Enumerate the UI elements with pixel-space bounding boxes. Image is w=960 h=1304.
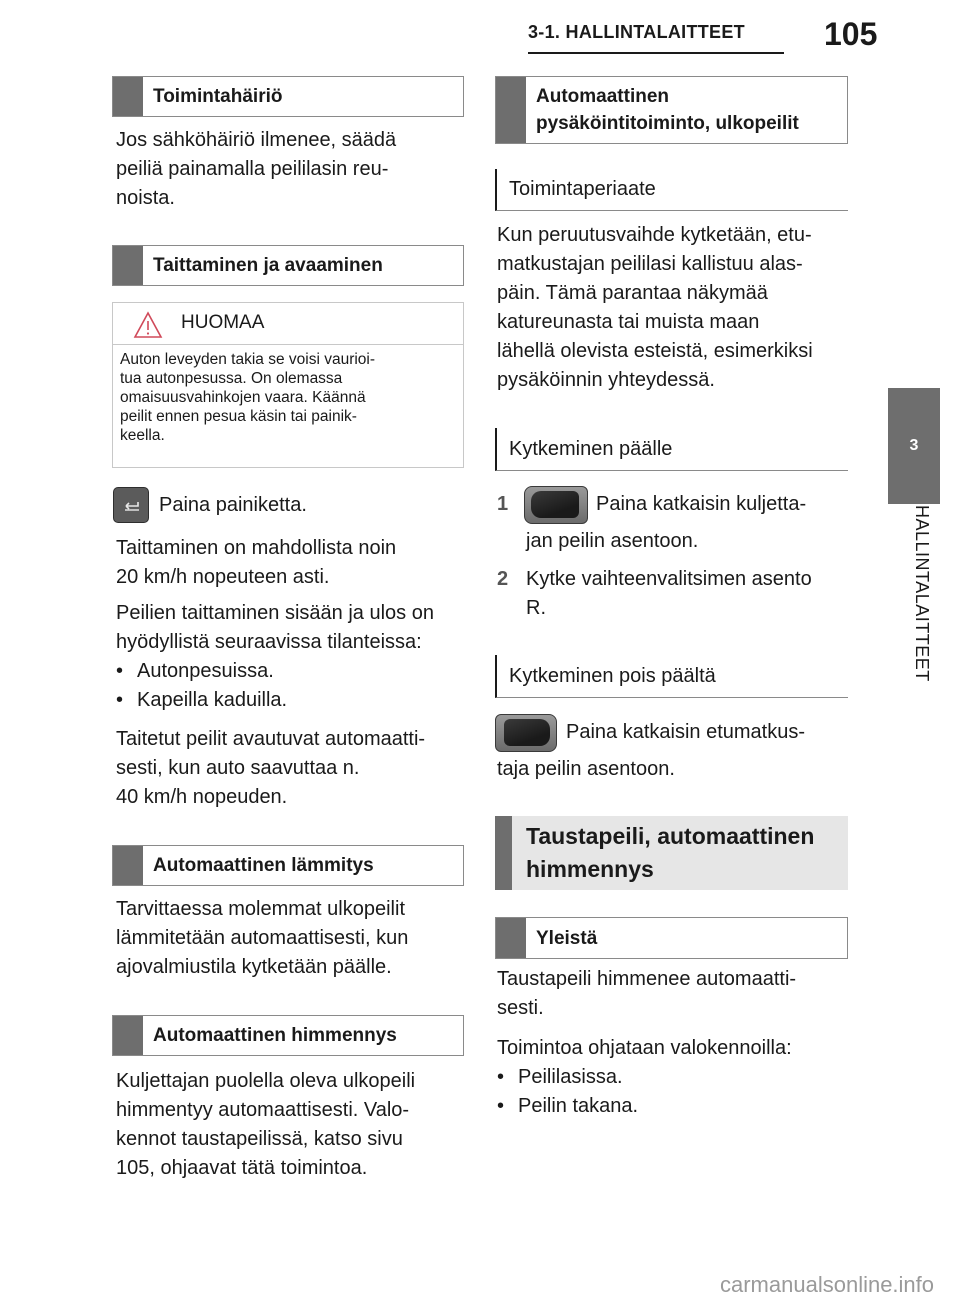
paragraph: Taittaminen on mahdollista noin 20 km/h nopeuteen asti. — [116, 537, 397, 588]
heading-lammitys — [112, 845, 464, 886]
heading-text: Taittaminen ja avaaminen — [153, 255, 383, 276]
notice-title: HUOMAA — [181, 312, 265, 333]
heading-toimintahairio — [112, 76, 464, 117]
heading-taustapeili — [495, 816, 848, 890]
paragraph: Paina katkaisin etumatkus- — [566, 721, 806, 743]
heading-pysakointitoiminto — [495, 76, 848, 144]
mirror-switch-passenger-icon — [495, 714, 557, 752]
notice-text: Auton leveyden takia se voisi vaurioi- tua autonpesussa. On olemassa omaisuusvahinkojen vaara. Käännä peilit ennen pesua käsin tai painik- keella. — [120, 351, 376, 444]
paragraph: Peilien taittaminen sisään ja ulos on hyödyllistä seuraavissa tilanteissa: — [116, 602, 434, 653]
paragraph: Taustapeili himmenee automaatti- sesti. — [497, 968, 797, 1019]
heading-text: Taustapeili, automaattinen himmennys — [526, 823, 815, 882]
chapter-title: 3-1. HALLINTALAITTEET — [528, 22, 745, 42]
fold-mirror-button-icon — [113, 487, 149, 523]
paragraph: Taitetut peilit avautuvat automaatti- sesti, kun auto saavuttaa n. 40 km/h nopeuden. — [116, 728, 426, 808]
list-item: • Peililasissa. — [497, 1063, 623, 1092]
page-header — [528, 14, 888, 56]
heading-yleista — [495, 917, 848, 959]
warning-icon — [133, 311, 163, 339]
subheading: Toimintaperiaate — [495, 169, 848, 211]
heading-text: Automaattinen himmennys — [153, 1025, 397, 1046]
step-number: 1 — [497, 493, 509, 515]
step-number: 2 — [497, 568, 509, 590]
heading-himmennys — [112, 1015, 464, 1056]
subheading: Kytkeminen pois päältä — [495, 655, 848, 698]
paragraph: Jos sähköhäiriö ilmenee, säädä peiliä painamalla peililasin reu- noista. — [116, 129, 397, 209]
mirror-switch-driver-icon — [524, 486, 588, 524]
step-text: Paina katkaisin kuljetta- — [596, 493, 807, 515]
paragraph: taja peilin asentoon. — [497, 758, 675, 780]
press-button-text: Paina painiketta. — [159, 494, 307, 516]
heading-text: Automaattinen pysäköintitoiminto, ulkopeilit — [536, 86, 799, 134]
header-rule — [528, 52, 784, 54]
notice-box — [112, 302, 464, 468]
heading-taittaminen — [112, 245, 464, 286]
heading-text: Toimintahäiriö — [153, 86, 283, 107]
step-text: Kytke vaihteenvalitsimen asento R. — [526, 568, 812, 619]
paragraph: Kun peruutusvaihde kytketään, etu- matkustajan peililasi kallistuu alas- päin. Tämä parantaa näkymää katureunasta tai muista maan lähellä olevista esteistä, esimerkiksi pysäköinnin yhteydessä. — [497, 224, 813, 391]
heading-text: Yleistä — [536, 927, 598, 949]
paragraph: Toimintoa ohjataan valokennoilla: — [497, 1037, 792, 1059]
watermark: carmanualsonline.info — [720, 1272, 935, 1297]
subheading: Kytkeminen päälle — [495, 428, 848, 471]
list-item: • Autonpesuissa. — [116, 657, 274, 686]
step-text: jan peilin asentoon. — [526, 530, 699, 552]
chapter-tab-label: HALLINTALAITTEET — [912, 505, 932, 682]
paragraph: Tarvittaessa molemmat ulkopeilit lämmitetään automaattisesti, kun ajovalmiustila kytketään päälle. — [116, 898, 409, 978]
heading-text: Automaattinen lämmitys — [153, 855, 374, 876]
list-item: • Peilin takana. — [497, 1092, 638, 1121]
page-number: 105 — [824, 16, 878, 52]
list-item: • Kapeilla kaduilla. — [116, 686, 287, 715]
paragraph: Kuljettajan puolella oleva ulkopeili himmentyy automaattisesti. Valo- kennot taustapeilissä, katso sivu 105, ohjaavat tätä toimintoa. — [116, 1070, 416, 1179]
chapter-tab: 3 — [888, 388, 940, 504]
